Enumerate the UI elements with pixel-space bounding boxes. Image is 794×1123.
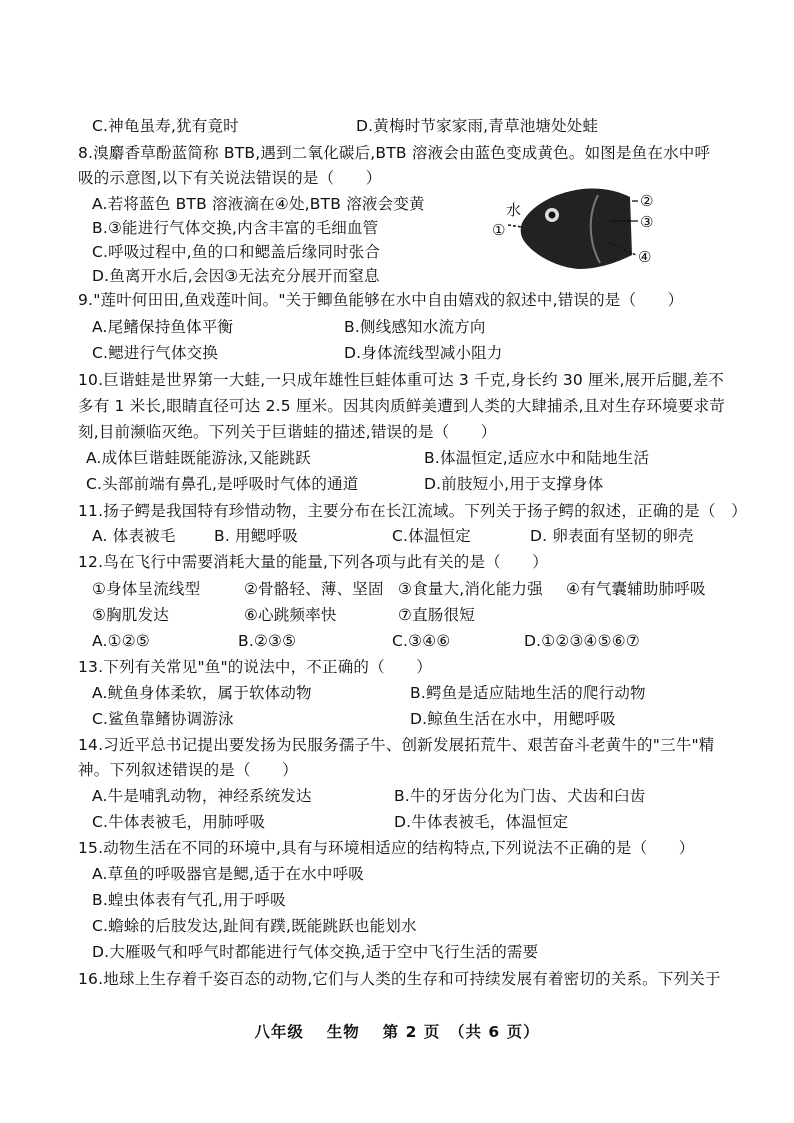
q12-item-2: ②骨骼轻、薄、坚固 — [244, 580, 384, 598]
q14-stem-line-2: 神。下列叙述错误的是（ ） — [78, 761, 298, 779]
q7-option-d: D.黄梅时节家家雨,青草池塘处处蛙 — [356, 117, 599, 135]
q11-option-c: C.体温恒定 — [392, 527, 471, 545]
q12-option-d: D.①②③④⑤⑥⑦ — [524, 632, 640, 650]
fish-label-3: ③ — [640, 213, 654, 231]
q13-option-a: A.鱿鱼身体柔软，属于软体动物 — [92, 684, 312, 702]
q10-option-b: B.体温恒定,适应水中和陆地生活 — [424, 449, 650, 467]
q10-option-c: C.头部前端有鼻孔,是呼吸时气体的通道 — [86, 475, 359, 493]
q8-option-d: D.鱼离开水后,会因③无法充分展开而窒息 — [92, 267, 380, 285]
q11-option-d: D. 卵表面有坚韧的卵壳 — [530, 527, 694, 545]
q9-stem: 9."莲叶何田田,鱼戏莲叶间。"关于鲫鱼能够在水中自由嬉戏的叙述中,错误的是（ ） — [78, 291, 684, 309]
page-footer: 八年级 生物 第 2 页 （共 6 页） — [254, 1023, 540, 1041]
q12-option-b: B.②③⑤ — [238, 632, 297, 650]
q12-item-7: ⑦直肠很短 — [398, 606, 475, 624]
q15-option-a: A.草鱼的呼吸器官是鳃,适于在水中呼吸 — [92, 865, 364, 883]
fish-label-4: ④ — [638, 248, 652, 266]
fish-label-2: ② — [640, 192, 654, 210]
q14-option-d: D.牛体表被毛，体温恒定 — [394, 813, 569, 831]
water-in-arrow — [508, 225, 522, 227]
q10-stem-line-2: 多有 1 米长,眼睛直径可达 2.5 厘米。因其肉质鲜美遭到人类的大肆捕杀,且对生存环境要求苛 — [78, 397, 725, 415]
q10-stem-line-1: 10.巨谐蛙是世界第一大蛙,一只成年雄性巨蛙体重可达 3 千克,身长约 30 厘米,展开后腿,差不 — [78, 371, 724, 389]
fish-head-shape — [521, 188, 632, 269]
fish-pupil — [549, 212, 556, 219]
q11-stem: 11.扬子鳄是我国特有珍惜动物，主要分布在长江流域。下列关于扬子鳄的叙述，正确的是（ ） — [78, 502, 747, 520]
q12-item-4: ④有气囊辅助肺呼吸 — [566, 580, 706, 598]
q8-option-a: A.若将蓝色 BTB 溶液滴在④处,BTB 溶液会变黄 — [92, 195, 425, 213]
q12-option-c: C.③④⑥ — [392, 632, 451, 650]
q13-option-b: B.鳄鱼是适应陆地生活的爬行动物 — [410, 684, 646, 702]
q12-item-3: ③食量大,消化能力强 — [398, 580, 543, 598]
q8-stem-line-1: 8.溴麝香草酚蓝简称 BTB,遇到二氧化碳后,BTB 溶液会由蓝色变成黄色。如图是鱼在水中呼 — [78, 144, 711, 162]
q11-option-a: A. 体表被毛 — [92, 527, 176, 545]
q14-option-b: B.牛的牙齿分化为门齿、犬齿和臼齿 — [394, 787, 646, 805]
fish-breathing-figure — [490, 185, 670, 275]
q13-option-c: C.鲨鱼靠鳍协调游泳 — [92, 710, 234, 728]
q9-option-b: B.侧线感知水流方向 — [344, 318, 486, 336]
q12-item-5: ⑤胸肌发达 — [92, 606, 169, 624]
q15-stem: 15.动物生活在不同的环境中,具有与环境相适应的结构特点,下列说法不正确的是（ ） — [78, 839, 695, 857]
q8-stem-line-2: 吸的示意图,以下有关说法错误的是（ ） — [78, 169, 382, 187]
q15-option-c: C.蟾蜍的后肢发达,趾间有蹼,既能跳跃也能划水 — [92, 917, 417, 935]
q10-stem-line-3: 刻,目前濒临灭绝。下列关于巨谐蛙的描述,错误的是（ ） — [78, 423, 497, 441]
q7-option-c: C.神龟虽寿,犹有竟时 — [92, 117, 239, 135]
fish-label-water: 水 — [506, 201, 522, 219]
q10-option-a: A.成体巨谐蛙既能游泳,又能跳跃 — [86, 449, 311, 467]
q15-option-b: B.蝗虫体表有气孔,用于呼吸 — [92, 891, 286, 909]
q12-item-6: ⑥心跳频率快 — [244, 606, 337, 624]
fish-label-1: ① — [492, 221, 506, 239]
q14-stem-line-1: 14.习近平总书记提出要发扬为民服务孺子牛、创新发展拓荒牛、艰苦奋斗老黄牛的"三牛"精 — [78, 736, 715, 754]
q13-stem: 13.下列有关常见"鱼"的说法中，不正确的（ ） — [78, 658, 432, 676]
q9-option-d: D.身体流线型减小阻力 — [344, 344, 503, 362]
q14-option-a: A.牛是哺乳动物，神经系统发达 — [92, 787, 312, 805]
q15-option-d: D.大雁吸气和呼气时都能进行气体交换,适于空中飞行生活的需要 — [92, 943, 539, 961]
q16-stem-line-1: 16.地球上生存着千姿百态的动物,它们与人类的生存和可持续发展有着密切的关系。下列关于 — [78, 970, 721, 988]
q14-option-c: C.牛体表被毛，用肺呼吸 — [92, 813, 266, 831]
q8-option-c: C.呼吸过程中,鱼的口和鳃盖后缘同时张合 — [92, 243, 381, 261]
q10-option-d: D.前肢短小,用于支撑身体 — [424, 475, 604, 493]
q9-option-a: A.尾鳍保持鱼体平衡 — [92, 318, 234, 336]
q9-option-c: C.鳃进行气体交换 — [92, 344, 219, 362]
q12-option-a: A.①②⑤ — [92, 632, 150, 650]
q12-stem: 12.鸟在飞行中需要消耗大量的能量,下列各项与此有关的是（ ） — [78, 553, 548, 571]
q11-option-b: B. 用鳃呼吸 — [214, 527, 298, 545]
q13-option-d: D.鲸鱼生活在水中，用鳃呼吸 — [410, 710, 616, 728]
q12-item-1: ①身体呈流线型 — [92, 580, 201, 598]
q8-option-b: B.③能进行气体交换,内含丰富的毛细血管 — [92, 219, 379, 237]
